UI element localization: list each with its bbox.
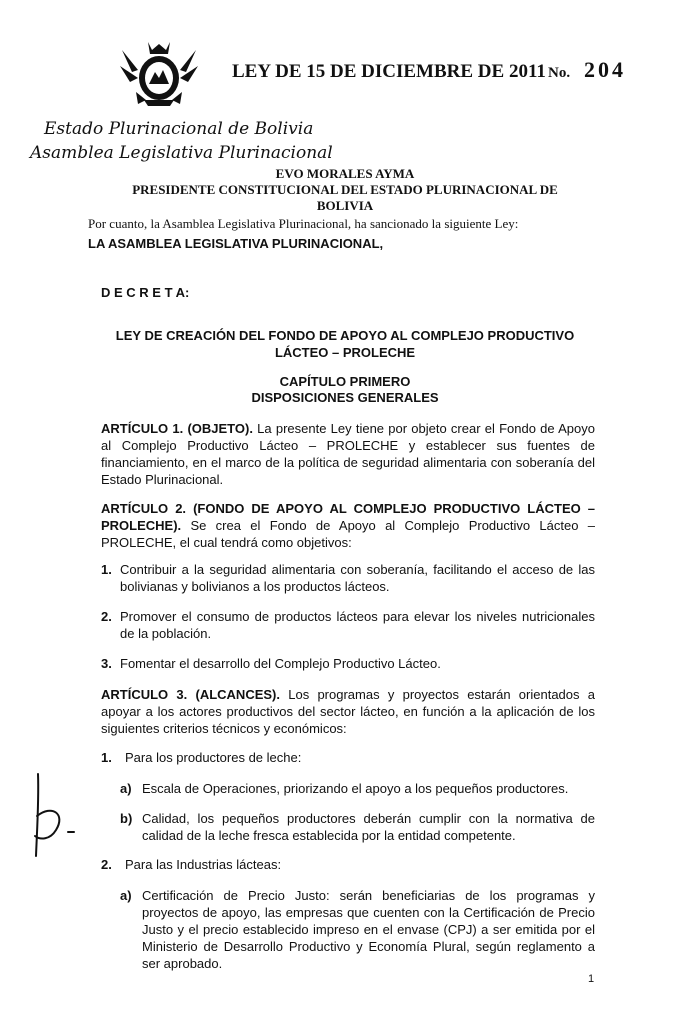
law-number-prefix: No. <box>548 65 571 81</box>
article-3-group-2-text: Para las Industrias lácteas: <box>125 857 282 872</box>
assembly-decree: LA ASAMBLEA LEGISLATIVA PLURINACIONAL, <box>88 236 384 251</box>
article-2-item-1-text: Contribuir a la seguridad alimentaria con soberanía, facilitando el acceso de las bolivianas y bolivianos a los productos lácteos. <box>120 562 595 594</box>
assembly-name: Asamblea Legislativa Plurinacional <box>30 143 333 163</box>
article-3-group-2-item-a-letter: a) <box>120 888 132 903</box>
article-3-text: Los programas y proyectos estarán orientados a apoyar a los actores productivos del sector lácteo, en función a la aplicación de los siguientes criterios técnicos y económicos: <box>101 687 595 736</box>
article-3-group-1-text: Para los productores de leche: <box>125 750 302 765</box>
decreta: D E C R E T A: <box>101 285 190 300</box>
article-1-heading: ARTÍCULO 1. (OBJETO). <box>101 421 253 436</box>
president-name: EVO MORALES AYMA <box>275 166 415 181</box>
article-1 <box>101 420 595 488</box>
handwritten-initial <box>22 770 82 860</box>
law-title-line1: LEY DE CREACIÓN DEL FONDO DE APOYO AL COMPLEJO PRODUCTIVO <box>115 328 575 343</box>
article-2-item-3-text: Fomentar el desarrollo del Complejo Productivo Lácteo. <box>120 656 441 671</box>
article-3-group-1-number: 1. <box>101 750 112 765</box>
article-2-item-2-text: Promover el consumo de productos lácteos para elevar los niveles nutricionales de la población. <box>120 609 595 641</box>
article-3-group-2-number: 2. <box>101 857 112 872</box>
article-2-item-1-number: 1. <box>101 562 112 577</box>
page-number: 1 <box>588 973 595 985</box>
article-3-group-1-item-a-text: Escala de Operaciones, priorizando el apoyo a los pequeños productores. <box>142 781 569 796</box>
state-name: Estado Plurinacional de Bolivia <box>44 119 314 139</box>
law-date: LEY DE 15 DE DICIEMBRE DE 2011 <box>232 61 546 82</box>
president-title-line1: PRESIDENTE CONSTITUCIONAL DEL ESTADO PLURINACIONAL DE <box>132 182 558 197</box>
president-title-line2: BOLIVIA <box>316 198 374 213</box>
por-cuanto: Por cuanto, la Asamblea Legislativa Plurinacional, ha sancionado la siguiente Ley: <box>88 216 519 231</box>
article-3-group-2-item-a-text: Certificación de Precio Justo: serán beneficiarias de los programas y proyectos de apoyo, las empresas que cuenten con la Certificación de Precio Justo y el precio establecido impreso en el envase (CPJ) a ser emitida por el Ministerio de Desarrollo Productivo y Economía Plural, según reglamento a ser aprobado. <box>142 888 595 971</box>
article-2-item-3-number: 3. <box>101 656 112 671</box>
chapter-title: DISPOSICIONES GENERALES <box>251 390 439 405</box>
article-3-group-1-item-b-text: Calidad, los pequeños productores deberán cumplir con la normativa de calidad de la leche fresca establecida por la entidad competente. <box>142 811 595 843</box>
law-number: 204 <box>584 57 626 82</box>
bolivia-coat-of-arms-icon <box>118 40 200 108</box>
article-3-group-1-item-b-letter: b) <box>120 811 133 826</box>
article-3-group-1-item-a-letter: a) <box>120 781 132 796</box>
article-3-heading: ARTÍCULO 3. (ALCANCES). <box>101 687 280 702</box>
article-2 <box>101 500 595 551</box>
article-1-text: La presente Ley tiene por objeto crear el Fondo de Apoyo al Complejo Productivo Lácteo – PROLECHE y establecer sus fuentes de financiamiento, en el marco de la política de seguridad alimentaria con soberanía del Estado Plurinacional. <box>101 421 595 487</box>
chapter-heading: CAPÍTULO PRIMERO <box>279 374 411 389</box>
article-2-text: Se crea el Fondo de Apoyo al Complejo Productivo Lácteo – PROLECHE, el cual tendrá como objetivos: <box>101 518 595 550</box>
article-2-item-2-number: 2. <box>101 609 112 624</box>
article-3 <box>101 686 595 737</box>
law-title-line2: LÁCTEO – PROLECHE <box>274 345 416 360</box>
article-2-heading: ARTÍCULO 2. (FONDO DE APOYO AL COMPLEJO PRODUCTIVO LÁCTEO – PROLECHE). <box>101 501 595 533</box>
